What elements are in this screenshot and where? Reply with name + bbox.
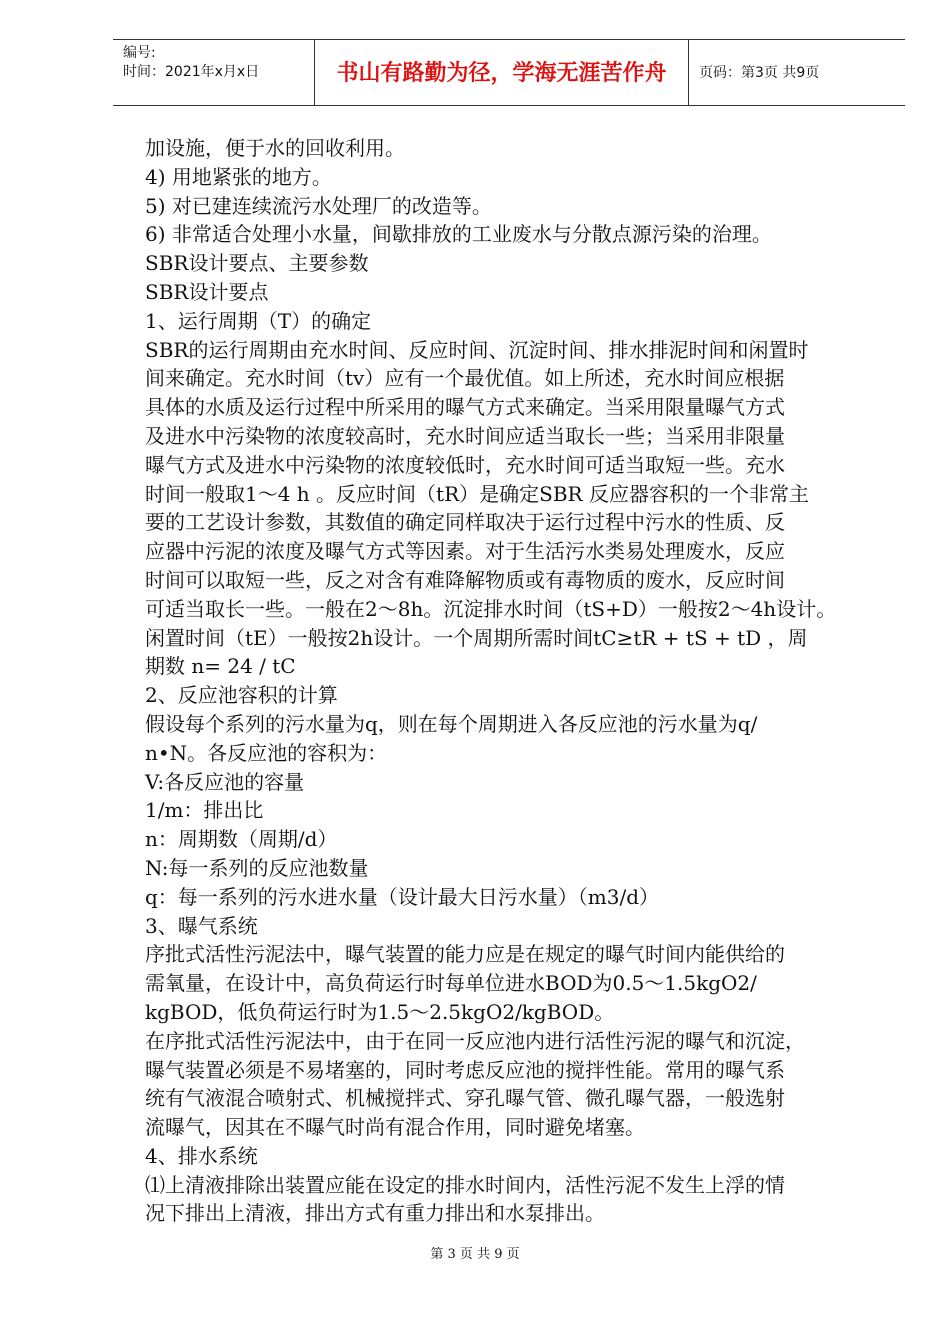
body-text-line: 可适当取长一些。一般在2～8h。沉淀排水时间（tS+D）一般按2～4h设计。 <box>145 596 837 621</box>
body-text-line: 况下排出上清液，排出方式有重力排出和水泵排出。 <box>145 1201 605 1226</box>
body-text-line: 统有气液混合喷射式、机械搅拌式、穿孔曝气管、微孔曝气器，一般选射 <box>145 1086 785 1111</box>
body-text-line: 具体的水质及运行过程中所采用的曝气方式来确定。当采用限量曝气方式 <box>145 395 785 420</box>
body-text-line: 4、排水系统 <box>145 1143 258 1168</box>
header-motto: 书山有路勤为径，学海无涯苦作舟 <box>315 40 689 105</box>
body-text-line: kgBOD，低负荷运行时为1.5～2.5kgO2/kgBOD。 <box>145 999 615 1024</box>
body-text-line: 闲置时间（tE）一般按2h设计。一个周期所需时间tC≥tR + tS + tD ，周 <box>145 625 808 650</box>
body-text-line: 需氧量，在设计中，高负荷运行时每单位进水BOD为0.5～1.5kgO2/ <box>145 971 757 996</box>
body-text-line: 2、反应池容积的计算 <box>145 683 338 708</box>
body-text-line: SBR设计要点、主要参数 <box>145 251 369 276</box>
body-text-line: 1、运行周期（T）的确定 <box>145 308 372 333</box>
body-text-line: 曝气方式及进水中污染物的浓度较低时，充水时间可适当取短一些。充水 <box>145 452 785 477</box>
body-text-line: 在序批式活性污泥法中，由于在同一反应池内进行活性污泥的曝气和沉淀， <box>145 1028 805 1053</box>
body-text-line: 期数 n= 24 / tC <box>145 654 296 679</box>
page-footer: 第 3 页 共 9 页 <box>430 1247 520 1262</box>
body-text-line: 时间一般取1～4 h 。反应时间（tR）是确定SBR 反应器容积的一个非常主 <box>145 481 809 506</box>
body-text-line: 应器中污泥的浓度及曝气方式等因素。对于生活污水类易处理废水，反应 <box>145 539 785 564</box>
body-text-line: 假设每个系列的污水量为q，则在每个周期进入各反应池的污水量为q/ <box>145 711 758 736</box>
document-id-label: 编号: <box>123 45 156 61</box>
body-text-line: 序批式活性污泥法中，曝气装置的能力应是在规定的曝气时间内能供给的 <box>145 942 785 967</box>
body-text-line: V:各反应池的容量 <box>145 769 305 794</box>
body-text-line: 1/m：排出比 <box>145 798 264 823</box>
body-text-line: 要的工艺设计参数，其数值的确定同样取决于运行过程中污水的性质、反 <box>145 510 785 535</box>
document-body <box>145 134 885 1228</box>
body-text-line: 4) 用地紧张的地方。 <box>145 164 332 189</box>
body-text-line: 间来确定。充水时间（tv）应有一个最优值。如上所述，充水时间应根据 <box>145 366 785 391</box>
body-text-line: n•N。各反应池的容积为： <box>145 740 388 765</box>
body-text-line: 曝气装置必须是不易堵塞的，同时考虑反应池的搅拌性能。常用的曝气系 <box>145 1057 785 1082</box>
body-text-line: N:每一系列的反应池数量 <box>145 855 369 880</box>
page-header <box>113 39 905 106</box>
body-text-line: 3、曝气系统 <box>145 913 258 938</box>
body-text-line: 加设施，便于水的回收利用。 <box>145 136 405 160</box>
body-text-line: q：每一系列的污水进水量（设计最大日污水量）（m3/d） <box>145 884 660 909</box>
body-text-line: SBR的运行周期由充水时间、反应时间、沉淀时间、排水排泥时间和闲置时 <box>145 337 809 362</box>
header-meta <box>113 40 315 105</box>
header-page-info: 页码：第3页 共9页 <box>699 65 820 81</box>
body-text-line: 时间可以取短一些，反之对含有难降解物质或有毒物质的废水，反应时间 <box>145 567 785 592</box>
body-text-line: SBR设计要点 <box>145 279 269 304</box>
body-text-line: 流曝气，因其在不曝气时尚有混合作用，同时避免堵塞。 <box>145 1115 645 1140</box>
body-text-line: ⑴上清液排除出装置应能在设定的排水时间内，活性污泥不发生上浮的情 <box>145 1172 785 1197</box>
body-text-line: 5) 对已建连续流污水处理厂的改造等。 <box>145 193 492 218</box>
body-text-line: 6) 非常适合处理小水量，间歇排放的工业废水与分散点源污染的治理。 <box>145 222 772 247</box>
body-text-line: 及进水中污染物的浓度较高时，充水时间应适当取长一些；当采用非限量 <box>145 423 785 448</box>
document-time-label: 时间：2021年x月x日 <box>123 64 260 80</box>
body-text-line: n：周期数（周期/d） <box>145 827 338 852</box>
